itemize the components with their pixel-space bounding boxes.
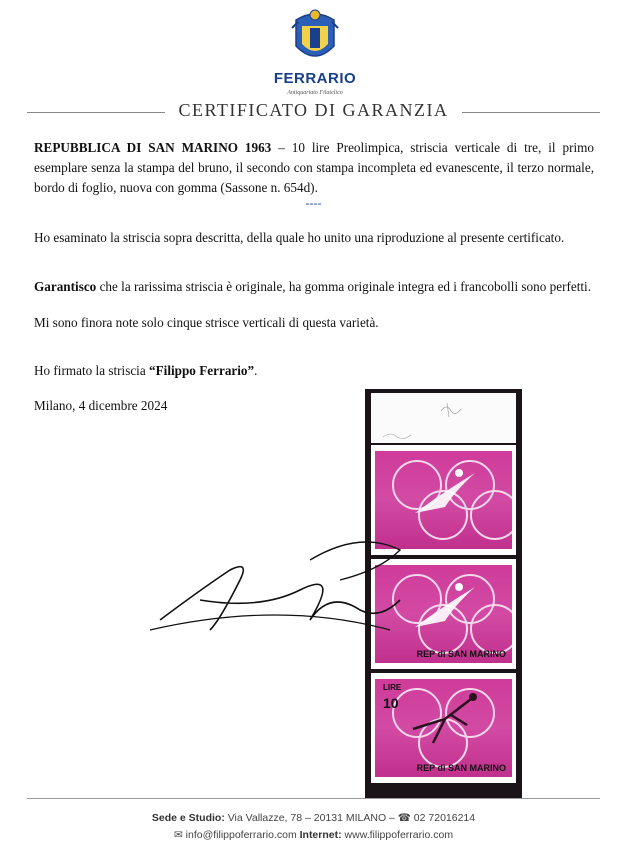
footer-internet-label: Internet: (299, 829, 342, 841)
signed-end: . (254, 363, 258, 378)
guarantee-text: che la rarissima striscia è originale, ha gomma originale integra ed i francobolli sono perfetti. (96, 279, 592, 294)
description-text: – 10 lire Preolimpica, striscia verticale di tre, il primo esemplare senza la stampa del bruno, il secondo con stampa incompleta ed evanescente, il terzo normale, bordo di foglio, nuova con gomma (Sassone n. 654d). (34, 140, 594, 195)
certificate-title: CERTIFICATO DI GARANZIA (178, 100, 449, 120)
signed-name: “Filippo Ferrario” (149, 363, 255, 378)
stamp-country-label: REP di SAN MARINO (416, 649, 506, 659)
stamp-currency-label: LIRE (383, 683, 402, 692)
stamp-country-label: REP di SAN MARINO (416, 763, 506, 773)
paragraph-signed (34, 362, 594, 379)
paragraph-known: Mi sono finora note solo cinque strisce verticali di questa varietà. (34, 315, 379, 330)
paragraph-examined: Ho esaminato la striscia sopra descritta, della quale ho unito una riproduzione al presente certificato. (34, 230, 565, 245)
signed-text: Ho firmato la striscia (34, 363, 149, 378)
title-rule-right (462, 112, 600, 113)
footer-address-text: Via Vallazze, 78 – 20131 MILANO – ☎ 02 72016214 (224, 812, 476, 824)
stamp-description (34, 138, 594, 198)
sheet-margin (371, 393, 516, 443)
handwritten-signature (140, 530, 440, 650)
footer-address-label: Sede e Studio: (151, 812, 225, 824)
footer-website[interactable]: www.filippoferrario.com (341, 829, 454, 841)
footer-email[interactable]: ✉ info@filippoferrario.com (173, 829, 297, 841)
footer-address (0, 812, 627, 824)
footer-rule (27, 798, 600, 799)
coat-of-arms-icon (288, 6, 342, 68)
footer-contacts (0, 829, 627, 841)
place-date: Milano, 4 dicembre 2024 (34, 398, 168, 413)
description-lead: REPUBBLICA DI SAN MARINO 1963 (34, 140, 272, 155)
stamp-third (371, 673, 516, 783)
title-row (27, 100, 600, 124)
guarantee-lead: Garantisco (34, 279, 97, 294)
stamp-value-label: 10 (383, 695, 399, 711)
brand-subtitle: Antiquariato Filatelico (287, 90, 343, 96)
margin-pencil-marks (371, 393, 516, 443)
paragraph-guarantee (34, 278, 594, 295)
brand-name: FERRARIO (273, 70, 357, 87)
separator: ---- (305, 196, 322, 210)
ferrario-logo (270, 6, 360, 106)
